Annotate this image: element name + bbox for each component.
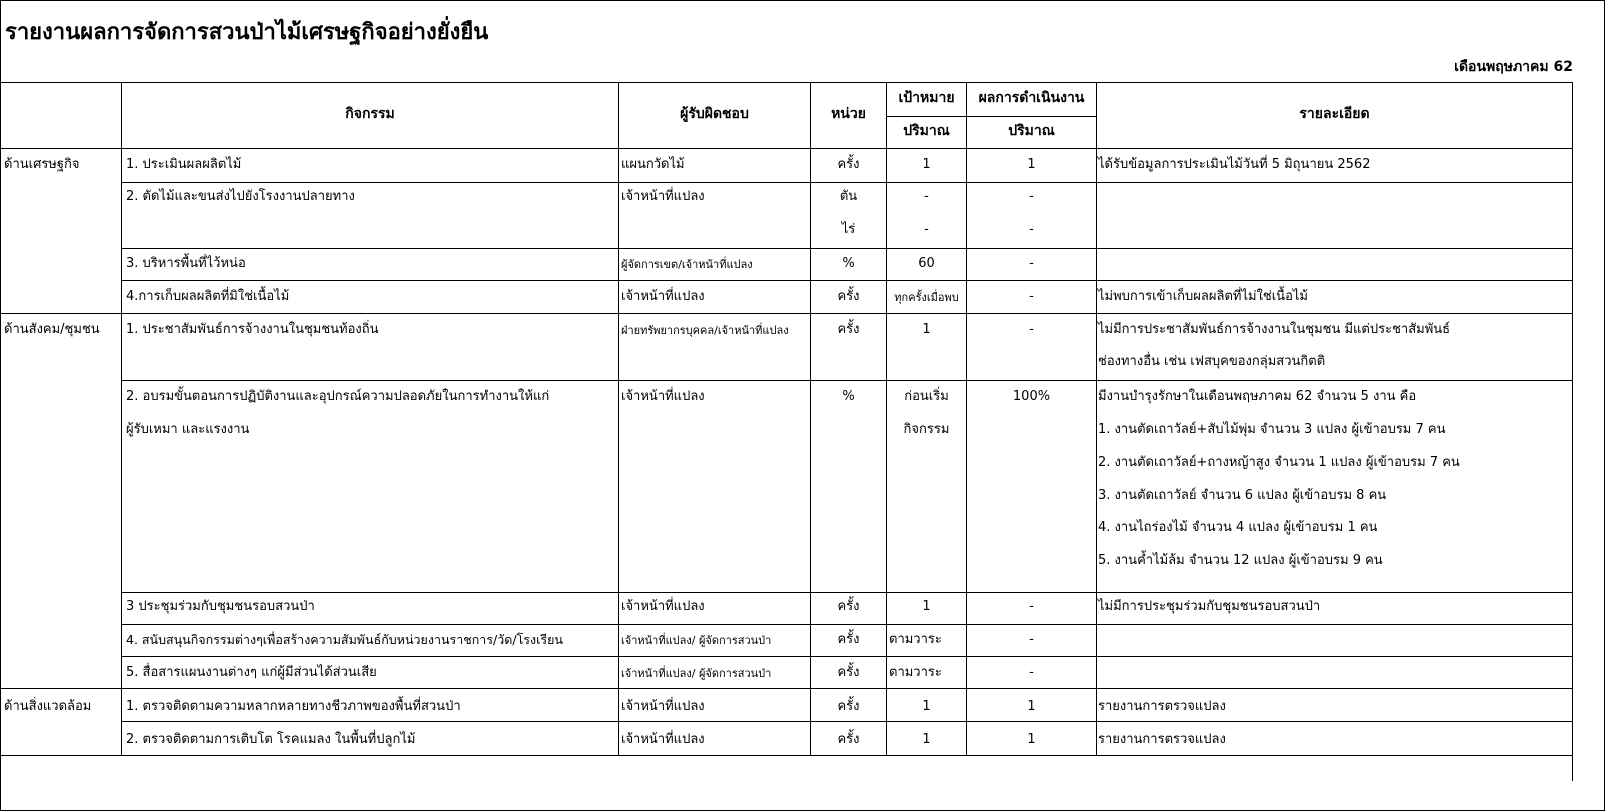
- header-activity: กิจกรรม: [345, 106, 395, 122]
- row-result: 1: [1027, 699, 1036, 714]
- row-activity-line: ผู้รับเหมา และแรงงาน: [126, 422, 250, 437]
- header-result-qty: ปริมาณ: [1008, 123, 1055, 139]
- row-result: -: [1029, 189, 1034, 204]
- row-detail: รายงานการตรวจแปลง: [1098, 732, 1226, 747]
- row-responsible: เจ้าหน้าที่แปลง/ ผู้จัดการสวนป่า: [621, 634, 772, 647]
- report-title: รายงานผลการจัดการสวนป่าไม้เศรษฐกิจอย่างยั่งยืน: [5, 20, 489, 45]
- row-detail: ไม่มีการประชาสัมพันธ์การจ้างงานในชุมชน มีแต่ประชาสัมพันธ์: [1098, 322, 1451, 337]
- row-activity: 3 ประชุมร่วมกับชุมชนรอบสวนป่า: [126, 599, 315, 614]
- header-detail: รายละเอียด: [1299, 106, 1370, 122]
- header-unit: หน่วย: [831, 106, 866, 122]
- row-unit: ครั้ง: [837, 322, 860, 337]
- row-target: 1: [922, 599, 931, 614]
- row-detail: ไม่พบการเข้าเก็บผลผลิตที่ไม่ใช่เนื้อไม้: [1098, 289, 1308, 304]
- row-target: 1: [922, 699, 931, 714]
- header-responsible: ผู้รับผิดชอบ: [680, 106, 749, 122]
- row-responsible: เจ้าหน้าที่แปลง: [621, 599, 705, 614]
- row-activity: 3. บริหารพื้นที่ไว้หน่อ: [126, 256, 246, 271]
- row-responsible: เจ้าหน้าที่แปลง: [621, 389, 705, 404]
- row-responsible: แผนกวัดไม้: [621, 157, 685, 172]
- header-result: ผลการดำเนินงาน: [978, 90, 1085, 106]
- row-target: ก่อนเริ่ม: [904, 389, 949, 404]
- row-target-secondary: -: [924, 222, 929, 237]
- row-activity: 1. ประชาสัมพันธ์การจ้างงานในชุมชนท้องถิ่น: [126, 322, 379, 337]
- row-unit: ครั้ง: [837, 632, 860, 647]
- row-responsible: ฝ่ายทรัพยากรบุคคล/เจ้าหน้าที่แปลง: [621, 324, 789, 337]
- row-detail-line: 3. งานตัดเถาวัลย์ จำนวน 6 แปลง ผู้เข้าอบรม 8 คน: [1098, 488, 1387, 503]
- row-responsible: เจ้าหน้าที่แปลง/ ผู้จัดการสวนป่า: [621, 667, 772, 680]
- row-target: -: [924, 189, 929, 204]
- row-target: 1: [922, 157, 931, 172]
- row-activity: 2. อบรมขั้นตอนการปฏิบัติงานและอุปกรณ์ความปลอดภัยในการทำงานให้แก่: [126, 389, 550, 404]
- row-target: ตามวาระ: [889, 632, 942, 647]
- header-target: เป้าหมาย: [898, 90, 955, 106]
- row-responsible: ผู้จัดการเขต/เจ้าหน้าที่แปลง: [621, 258, 753, 271]
- row-result: 1: [1027, 157, 1036, 172]
- row-responsible: เจ้าหน้าที่แปลง: [621, 732, 705, 747]
- report-month: เดือนพฤษภาคม 62: [1454, 59, 1573, 75]
- row-unit: ครั้ง: [837, 157, 860, 172]
- row-target: 1: [922, 322, 931, 337]
- row-unit: ครั้ง: [837, 665, 860, 680]
- row-result: -: [1029, 665, 1034, 680]
- row-responsible: เจ้าหน้าที่แปลง: [621, 189, 705, 204]
- row-result-secondary: -: [1029, 222, 1034, 237]
- header-target-qty: ปริมาณ: [903, 123, 950, 139]
- category-social: ด้านสังคม/ชุมชน: [4, 322, 100, 337]
- row-detail-line: 5. งานค้ำไม้ล้ม จำนวน 12 แปลง ผู้เข้าอบรม 9 คน: [1098, 553, 1383, 568]
- row-unit: %: [842, 389, 855, 404]
- row-detail: ได้รับข้อมูลการประเมินไม้วันที่ 5 มิถุนายน 2562: [1098, 157, 1371, 172]
- row-unit-secondary: ไร่: [841, 222, 856, 237]
- row-activity: 4.การเก็บผลผลิตที่มิใช่เนื้อไม้: [126, 289, 290, 304]
- row-unit: ครั้ง: [837, 289, 860, 304]
- row-detail: ไม่มีการประชุมร่วมกับชุมชนรอบสวนป่า: [1098, 599, 1321, 614]
- row-unit: ตัน: [839, 189, 858, 204]
- row-target: ทุกครั้งเมื่อพบ: [894, 291, 959, 304]
- row-activity: 5. สื่อสารแผนงานต่างๆ แก่ผู้มีส่วนได้ส่วนเสีย: [126, 665, 377, 680]
- row-detail-line: 4. งานไถร่องไม้ จำนวน 4 แปลง ผู้เข้าอบรม 1 คน: [1098, 520, 1378, 535]
- row-detail-line: 1. งานตัดเถาวัลย์+สับไม้พุ่ม จำนวน 3 แปลง ผู้เข้าอบรม 7 คน: [1098, 422, 1446, 437]
- row-detail: รายงานการตรวจแปลง: [1098, 699, 1226, 714]
- row-result: -: [1029, 322, 1034, 337]
- row-unit: ครั้ง: [837, 732, 860, 747]
- row-result: 100%: [1012, 389, 1051, 404]
- row-responsible: เจ้าหน้าที่แปลง: [621, 289, 705, 304]
- row-target-line: กิจกรรม: [903, 422, 950, 437]
- row-unit: ครั้ง: [837, 699, 860, 714]
- row-activity: 2. ตรวจติดตามการเติบโต โรคแมลง ในพื้นที่ปลูกไม้: [126, 732, 416, 747]
- row-unit: ครั้ง: [837, 599, 860, 614]
- row-result: -: [1029, 632, 1034, 647]
- row-result: -: [1029, 289, 1034, 304]
- row-unit: %: [842, 256, 855, 271]
- row-target: ตามวาระ: [889, 665, 942, 680]
- row-result: 1: [1027, 732, 1036, 747]
- row-activity: 1. ตรวจติดตามความหลากหลายทางชีวภาพของพื้นที่สวนป่า: [126, 699, 461, 714]
- row-result: -: [1029, 256, 1034, 271]
- row-target: 1: [922, 732, 931, 747]
- category-environment: ด้านสิ่งแวดล้อม: [4, 699, 92, 714]
- row-detail-line: 2. งานตัดเถาวัลย์+ถางหญ้าสูง จำนวน 1 แปลง ผู้เข้าอบรม 7 คน: [1098, 455, 1460, 470]
- row-activity: 2. ตัดไม้และขนส่งไปยังโรงงานปลายทาง: [126, 189, 355, 204]
- row-target: 60: [918, 256, 935, 271]
- row-detail-line: มีงานบำรุงรักษาในเดือนพฤษภาคม 62 จำนวน 5 งาน คือ: [1098, 389, 1417, 404]
- row-result: -: [1029, 599, 1034, 614]
- row-detail-line: ช่องทางอื่น เช่น เฟสบุคของกลุ่มสวนกิตติ: [1098, 354, 1326, 369]
- row-activity: 1. ประเมินผลผลิตไม้: [126, 157, 242, 172]
- category-economic: ด้านเศรษฐกิจ: [4, 157, 80, 172]
- row-activity: 4. สนับสนุนกิจกรรมต่างๆเพื่อสร้างความสัมพันธ์กับหน่วยงานราชการ/วัด/โรงเรียน: [126, 632, 563, 647]
- row-responsible: เจ้าหน้าที่แปลง: [621, 699, 705, 714]
